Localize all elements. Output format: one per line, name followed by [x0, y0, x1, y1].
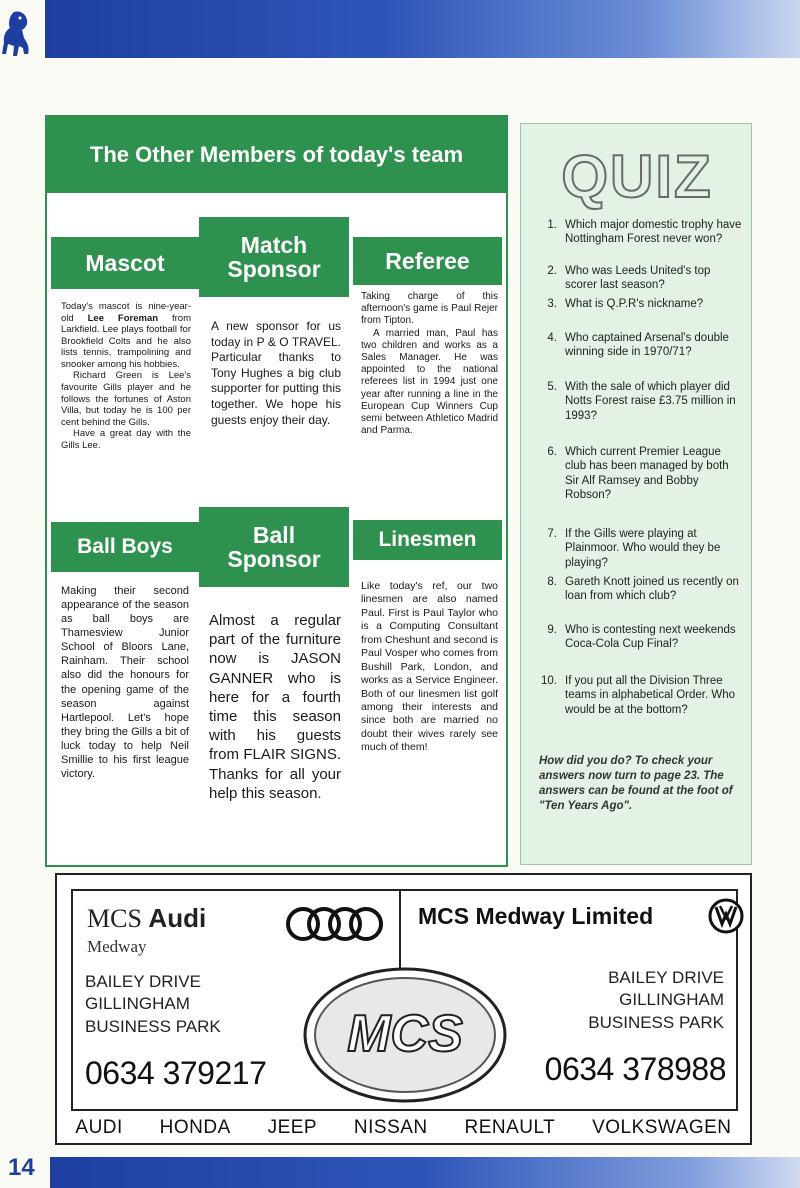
brand-item: AUDI: [75, 1117, 123, 1138]
photo-placeholder: [199, 195, 349, 217]
quiz-question: 6. Which current Premier League club has been managed by both Sir Alf Ramsey and Bobby Robson?: [547, 446, 729, 502]
ball-boys-text: Making their second appearance of the season as ball boys are Thamesview Junior School of Bloors Lane, Rainham. Their school also did the honours for the opening game of the season against Hartlepool. Let's hope they bring the Gills a bit of luck today to help Neil Smillie to his first league victory.: [61, 585, 189, 781]
team-panel-title: The Other Members of today's team: [47, 117, 506, 193]
quiz-question: 10. If you put all the Division Three teams in alphabetical Order. Who would be at the bottom?: [541, 675, 736, 716]
brand-item: VOLKSWAGEN: [592, 1117, 732, 1138]
mascot-paragraph: Have a great day with the Gills Lee.: [61, 428, 191, 451]
brand-list: [57, 1117, 750, 1139]
mascot-name: Lee Foreman: [87, 312, 159, 324]
bottom-banner: [50, 1157, 800, 1188]
mascot-text-a: Today's mascot is nine-year-old: [61, 301, 191, 324]
linesmen-heading: Linesmen: [353, 520, 502, 560]
quiz-question: 3. What is Q.P.R's nickname?: [547, 298, 704, 310]
audi-rings-icon: [283, 905, 387, 943]
top-banner: [45, 0, 800, 58]
referee-paragraph: A married man, Paul has two children and works as a Sales Manager. He was appointed to the national referees list in 1994 just one year after running a line in the European Cup Winners Cup semi between Athletico Madrid and Parma.: [361, 327, 498, 437]
mascot-section: [51, 289, 199, 521]
referee-heading: Referee: [353, 237, 502, 285]
mascot-text-b: from Larkfield. Lee plays football for Brookfield Colts and he also lists tennis, trampolining and snooker among his hobbies.: [61, 312, 191, 370]
medway-dealer-name: MCS Medway Limited: [418, 903, 654, 929]
photo-placeholder: [51, 197, 199, 237]
photo-placeholder: [353, 193, 502, 237]
mascot-heading: Mascot: [51, 237, 199, 289]
mascot-paragraph: Richard Green is Lee's favourite Gills player and he follows the fortunes of Aston Villa, but today he is 100 per cent behind the Gills.: [61, 370, 191, 428]
quiz-question: 9. Who is contesting next weekends Coca-Cola Cup Final?: [547, 624, 736, 651]
advert-frame: [71, 889, 738, 1111]
ball-boys-section: [51, 572, 199, 864]
match-sponsor-section: [199, 297, 349, 507]
ball-sponsor-section: [199, 587, 349, 864]
team-panel: [45, 115, 508, 867]
left-address: BAILEY DRIVE GILLINGHAM BUSINESS PARK: [85, 972, 221, 1036]
vw-logo-icon: [707, 897, 745, 935]
linesmen-text: Like today's ref, our two linesmen are also named Paul. First is Paul Taylor who is a Computing Consultant from Cheshunt and second is Paul Vosper who comes from Bushill Park, London, and works as a Service Engineer. Both of our linesmen list golf among their interests and since both are married no doubt their wives rarely see much of them!: [361, 580, 498, 754]
quiz-question: 4. Who captained Arsenal's double winning side in 1970/71?: [547, 332, 729, 359]
brand-item: NISSAN: [353, 1117, 428, 1138]
quiz-title: QUIZ: [561, 143, 713, 210]
brand-item: RENAULT: [464, 1117, 556, 1138]
horse-crest-icon: [0, 8, 36, 68]
ball-sponsor-text: Almost a regular part of the furniture now is JASON GANNER who is here for a fourth time this season with his guests from FLAIR SIGNS. Thanks for all your help this season.: [209, 612, 341, 802]
quiz-question: 7. If the Gills were playing at Plainmoor. Who would they be playing?: [547, 528, 721, 569]
match-sponsor-text: A new sponsor for us today in P & O TRAVEL. Particular thanks to Tony Hughes a big club supporter for putting this together. We hope his guests enjoy their day.: [211, 319, 341, 427]
brand-item: JEEP: [267, 1117, 318, 1138]
page-number: 14: [8, 1154, 35, 1181]
quiz-question: 1. Which major domestic trophy have Nottingham Forest never won?: [547, 219, 742, 246]
brand-item: HONDA: [159, 1117, 231, 1138]
quiz-panel: [520, 123, 752, 865]
svg-text:MCS: MCS: [347, 1005, 463, 1063]
mcs-logo: [301, 965, 509, 1105]
quiz-question: 8. Gareth Knott joined us recently on loan from which club?: [547, 576, 739, 603]
audi-dealer-location: Medway: [87, 937, 147, 956]
ball-boys-heading: Ball Boys: [51, 522, 199, 572]
audi-dealer-name: MCS Audi: [87, 903, 207, 933]
ball-sponsor-heading: Ball Sponsor: [199, 507, 349, 587]
mcs-advert: [55, 873, 752, 1145]
quiz-question: 5. With the sale of which player did Notts Forest raise £3.75 million in 1993?: [547, 381, 736, 422]
right-address: BAILEY DRIVE GILLINGHAM BUSINESS PARK: [588, 968, 724, 1032]
match-sponsor-heading: Match Sponsor: [199, 217, 349, 297]
referee-paragraph: Taking charge of this afternoon's game is Paul Rejer from Tipton.: [361, 291, 498, 327]
referee-section: [353, 285, 502, 520]
right-phone: 0634 378988: [544, 1051, 726, 1087]
quiz-footer: How did you do? To check your answers now turn to page 23. The answers can be found at the foot of "Ten Years Ago".: [539, 755, 733, 812]
linesmen-section: [353, 560, 502, 864]
left-phone: 0634 379217: [85, 1055, 267, 1091]
quiz-question: 2. Who was Leeds United's top scorer last season?: [547, 265, 711, 292]
